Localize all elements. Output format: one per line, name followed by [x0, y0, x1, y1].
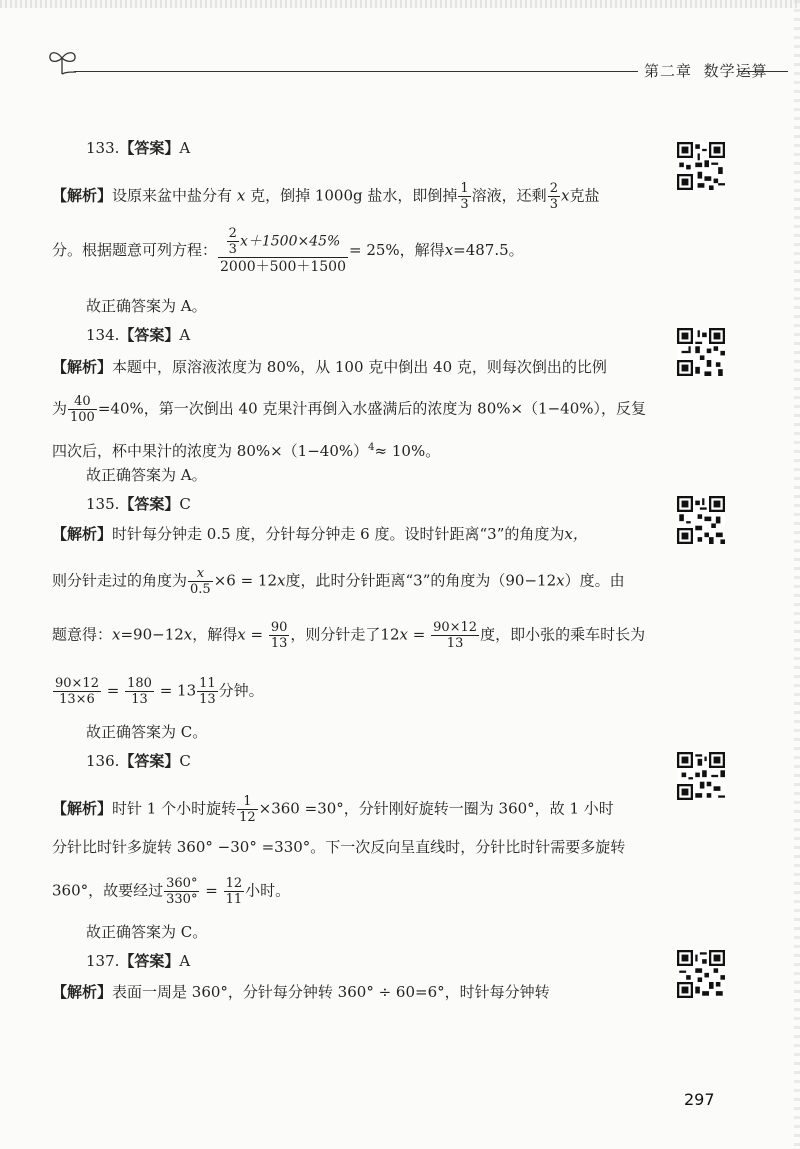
q134-analysis-line-3 — [52, 438, 440, 461]
q136-analysis-tag: 【解析】 — [52, 799, 113, 818]
q133-analysis-tag: 【解析】 — [52, 186, 113, 205]
qr-code-icon[interactable] — [677, 142, 725, 190]
fraction-denominator: 13×6 — [59, 692, 95, 707]
text-segment: 小时。 — [245, 881, 291, 900]
text-segment: 度，即小张的乘车时长为 — [480, 625, 646, 644]
chapter-number: 第二章 — [644, 62, 693, 80]
fraction-denominator: 13 — [270, 636, 288, 651]
fraction-denominator: 3 — [549, 197, 558, 212]
q135-answer-tag: 【答案】 — [119, 495, 180, 513]
text-segment: 为 — [52, 399, 68, 418]
fraction — [224, 876, 245, 907]
fraction-numerator: 2 — [228, 226, 237, 241]
fraction — [548, 181, 560, 212]
variable-x: x — [237, 625, 246, 644]
text-segment: = — [407, 625, 431, 644]
fraction-numerator: x — [188, 566, 213, 582]
q137-analysis-line-1 — [52, 982, 550, 1002]
equation-fraction — [218, 226, 348, 276]
fraction-numerator: 1 — [237, 794, 258, 810]
qr-code-icon[interactable] — [677, 752, 725, 800]
fraction — [68, 394, 97, 425]
q134-answer-tag: 【答案】 — [119, 326, 180, 344]
fraction-denominator: 12 — [239, 810, 256, 825]
fraction-numerator: 90 — [270, 620, 288, 635]
text-segment: 设原来盆中盐分有 — [112, 186, 233, 205]
q134-answer: A — [179, 326, 191, 344]
text-segment: = — [245, 625, 268, 644]
text-segment: 溶液，还剩 — [471, 186, 547, 205]
fraction — [197, 676, 218, 707]
q136-conclusion: 故正确答案为 C。 — [86, 923, 208, 941]
fraction-numerator: 2 — [549, 181, 558, 196]
fraction-numerator: 40 — [68, 394, 97, 410]
q137-number: 137. — [86, 952, 120, 970]
variable-x: x — [560, 186, 570, 205]
text-segment: 克盐 — [569, 186, 600, 205]
q135-analysis-tag: 【解析】 — [52, 525, 113, 543]
text-segment: 则分针走过的角度为 — [52, 571, 188, 590]
text-segment: =487.5。 — [453, 241, 524, 259]
q133-answer-tag: 【答案】 — [119, 139, 180, 157]
fraction-denominator: 3 — [228, 242, 237, 257]
q135-analysis-line-1 — [52, 524, 588, 544]
q135-answer-line — [86, 494, 191, 514]
variable-x: x — [112, 625, 121, 644]
fraction-numerator: 11 — [199, 676, 216, 691]
fraction-numerator: 12 — [225, 876, 243, 891]
fraction — [237, 794, 258, 825]
text-segment: 度，此时分针距离“3”的角度为（90−12 — [285, 571, 557, 590]
scan-right-edge — [794, 0, 800, 1149]
qr-code-icon[interactable] — [677, 950, 725, 998]
q135-analysis-line-4 — [52, 676, 264, 707]
q133-analysis-line-1 — [52, 181, 599, 212]
text-segment: 克，倒掉 1000g 盐水，即倒掉 — [250, 186, 458, 205]
header-rule-right — [738, 71, 788, 72]
fraction-numerator — [218, 226, 348, 258]
qr-code-icon[interactable] — [677, 496, 725, 544]
variable-x: x — [236, 186, 246, 205]
fraction-denominator: 13 — [131, 692, 148, 707]
fraction-denominator: 2000＋500＋1500 — [220, 259, 346, 275]
text-segment: = 13 — [154, 681, 197, 700]
q134-number: 134. — [86, 326, 120, 344]
equation-numerator: x＋1500×45% — [239, 233, 341, 250]
q133-conclusion: 故正确答案为 A。 — [86, 297, 207, 315]
text-segment: 360°，故要经过 — [52, 881, 164, 900]
text-segment: 题意得： — [52, 625, 113, 644]
q133-analysis-line-2 — [52, 226, 524, 276]
fraction — [125, 676, 154, 707]
text-segment: = — [200, 881, 223, 900]
scan-edge — [0, 0, 800, 8]
q137-answer: A — [179, 952, 191, 970]
q136-analysis-line-1 — [52, 794, 614, 825]
q134-analysis-tag: 【解析】 — [52, 358, 113, 376]
text-segment: ，解得 — [192, 625, 238, 644]
text-segment: ×360 =30°，分针刚好旋转一圈为 360°，故 1 小时 — [258, 799, 614, 818]
q135-conclusion: 故正确答案为 C。 — [86, 723, 208, 741]
text-segment: = 25%，解得 — [349, 241, 445, 259]
page-header — [48, 46, 788, 82]
fraction — [164, 876, 199, 907]
fraction-denominator: 3 — [460, 197, 469, 212]
text-segment: ×6 = 12 — [213, 571, 278, 590]
fraction — [188, 566, 213, 597]
q136-analysis-line-2: 分针比时针多旋转 360° −30° =330°。下一次反向呈直线时，分针比时针需要多旋转 — [52, 838, 626, 856]
q135-analysis-line-2 — [52, 566, 625, 597]
variable-x: x — [556, 571, 565, 590]
q134-analysis-line-1 — [52, 357, 607, 377]
text-segment: 时针 1 个小时旋转 — [112, 799, 237, 818]
q135-number: 135. — [86, 495, 120, 513]
fraction-numerator: 90×12 — [433, 620, 478, 635]
fraction — [53, 676, 101, 707]
text-segment: ≈ 10%。 — [374, 442, 441, 460]
q134-answer-line — [86, 325, 190, 345]
sprout-logo-icon — [48, 46, 78, 78]
q137-answer-line — [86, 951, 190, 971]
header-rule-left — [74, 71, 638, 72]
fraction-denominator: 330° — [166, 892, 198, 907]
text-segment: 分。根据题意可列方程： — [52, 241, 218, 259]
q135-answer: C — [179, 495, 191, 513]
q136-answer: C — [179, 752, 191, 770]
fraction-numerator: 1 — [460, 181, 469, 196]
text-segment: ，则分针走了12 — [290, 625, 400, 644]
fraction-denominator: 13 — [446, 636, 464, 651]
text-segment: 本题中，原溶液浓度为 80%，从 100 克中倒出 40 克，则每次倒出的比例 — [112, 358, 607, 376]
q137-answer-tag: 【答案】 — [119, 952, 180, 970]
q137-analysis-tag: 【解析】 — [52, 983, 113, 1001]
exponent: 4 — [368, 442, 375, 453]
q134-conclusion: 故正确答案为 A。 — [86, 466, 207, 484]
q136-number: 136. — [86, 752, 120, 770]
text-segment: 四次后，杯中果汁的浓度为 80%×（1−40%） — [52, 442, 369, 460]
q135-analysis-line-3 — [52, 620, 645, 651]
q136-answer-line — [86, 751, 191, 771]
qr-code-icon[interactable] — [677, 328, 725, 376]
fraction-numerator: 360° — [166, 876, 198, 891]
fraction-numerator: 90×12 — [55, 676, 99, 691]
q133-answer: A — [179, 139, 191, 157]
fraction-denominator: 0.5 — [190, 582, 211, 597]
variable-x: x， — [564, 525, 588, 543]
q134-analysis-line-2 — [52, 394, 646, 425]
fraction-denominator: 13 — [199, 692, 216, 707]
chapter-section: 数学运算 — [703, 62, 768, 80]
fraction — [431, 620, 479, 651]
variable-x: x — [399, 625, 408, 644]
text-segment: =90−12 — [120, 625, 184, 644]
fraction-denominator: 100 — [70, 410, 95, 425]
q133-answer-line — [86, 138, 190, 158]
variable-x: x — [183, 625, 193, 644]
fraction-denominator: 11 — [225, 892, 243, 907]
fraction — [458, 181, 470, 212]
text-segment: ）度。由 — [564, 571, 625, 590]
fraction-numerator: 180 — [127, 676, 152, 691]
q133-number: 133. — [86, 139, 120, 157]
q136-analysis-line-3 — [52, 876, 290, 907]
text-segment: =40%，第一次倒出 40 克果汁再倒入水盛满后的浓度为 80%×（1−40%），反复 — [97, 399, 647, 418]
text-segment: 分钟。 — [218, 681, 264, 700]
variable-x: x — [277, 571, 286, 590]
page-number: 297 — [684, 1090, 715, 1109]
text-segment: 时针每分钟走 0.5 度，分针每分钟走 6 度。设时针距离“3”的角度为 — [112, 525, 565, 543]
variable-x: x — [444, 241, 454, 259]
q136-answer-tag: 【答案】 — [119, 752, 180, 770]
fraction — [227, 226, 239, 257]
text-segment: = — [101, 681, 125, 700]
text-segment: 表面一周是 360°，分针每分钟转 360° ÷ 60=6°，时针每分钟转 — [112, 983, 550, 1001]
fraction — [269, 620, 290, 651]
